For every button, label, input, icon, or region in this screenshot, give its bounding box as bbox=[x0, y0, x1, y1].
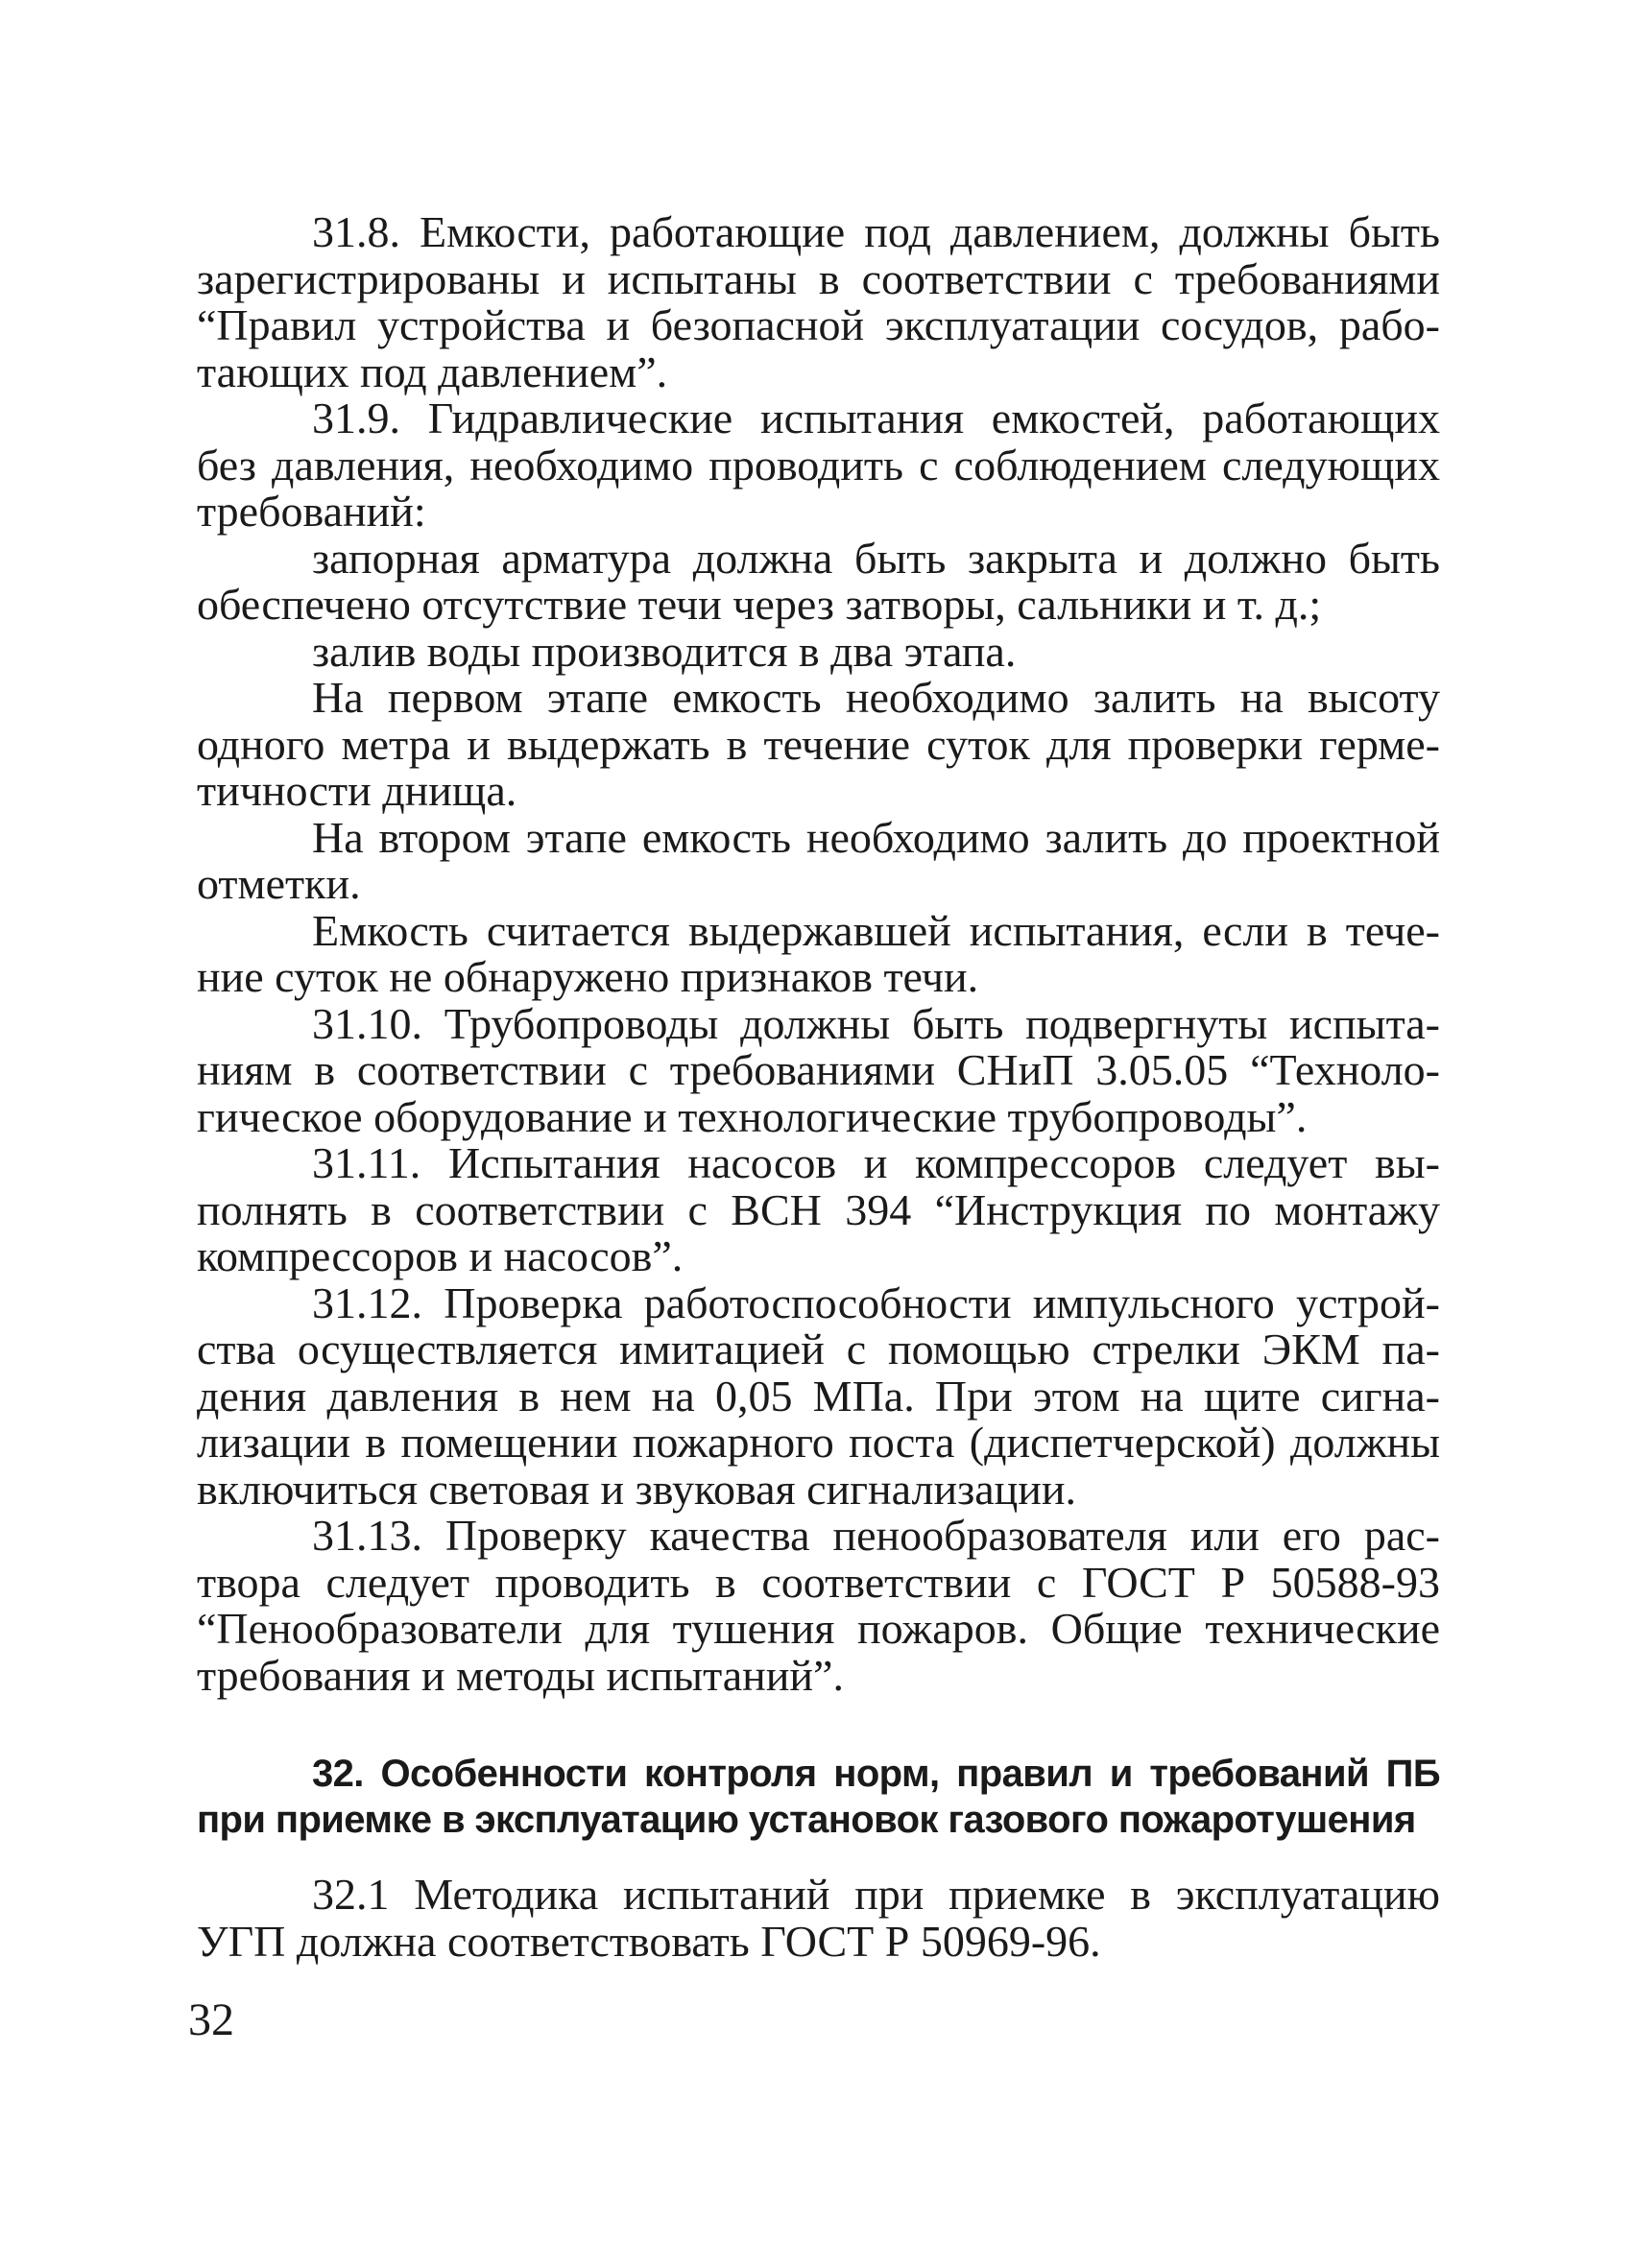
paragraph-water-filling: залив воды производится в два этапа. bbox=[312, 626, 1017, 676]
document-page bbox=[197, 209, 1440, 1965]
section-heading-32: 32. Особенности контроля норм, правил и требований ПБ при приемке в эксплуатацию установок газового пожаротушения bbox=[197, 1753, 1440, 1841]
paragraph-first-stage: На первом этапе емкость необходимо залить на высоту одного метра и выдержать в течение суток для проверки герметичности днища. bbox=[197, 673, 1440, 815]
page-number: 32 bbox=[188, 1994, 234, 2045]
paragraph-31-10: 31.10. Трубопроводы должны быть подвергнуты испытаниям в соответствии с требованиями СНиП 3.05.05 “Технологическое оборудование и технологические трубопроводы”. bbox=[197, 998, 1440, 1141]
paragraph-32-1: 32.1 Методика испытаний при приемке в эксплуатацию УГП должна соответствовать ГОСТ Р 50969-96. bbox=[197, 1870, 1440, 1966]
paragraph-31-11: 31.11. Испытания насосов и компрессоров следует выполнять в соответствии с ВСН 394 “Инструкция по монтажу компрессоров и насосов”. bbox=[197, 1138, 1440, 1280]
paragraph-shutoff-valves: запорная арматура должна быть закрыта и должно быть обеспечено отсутствие течи через затворы, сальники и т. д.; bbox=[197, 533, 1440, 629]
paragraph-31-9: 31.9. Гидравлические испытания емкостей, работающих без давления, необходимо проводить с соблюдением следующих требований: bbox=[197, 394, 1440, 536]
paragraph-31-8: 31.8. Емкости, работающие под давлением, должны быть зарегистрированы и испытаны в соответствии с требованиями “Правил устройства и безопасной эксплуатации сосудов, работающих под давлением”. bbox=[197, 207, 1440, 396]
paragraph-second-stage: На втором этапе емкость необходимо залить до проектной отметки. bbox=[197, 812, 1440, 908]
paragraph-test-passed: Емкость считается выдержавшей испытания, если в течение суток не обнаружено признаков течи. bbox=[197, 905, 1440, 1001]
paragraph-31-12: 31.12. Проверка работоспособности импульсного устройства осуществляется имитацией с помощью стрелки ЭКМ падения давления в нем на 0,05 МПа. При этом на щите сигнализации в помещении пожарного поста (диспетчерской) должны включиться световая и звуковая сигнализации. bbox=[197, 1277, 1440, 1514]
paragraph-31-13: 31.13. Проверку качества пенообразователя или его раствора следует проводить в соответствии с ГОСТ Р 50588-93 “Пенообразователи для тушения пожаров. Общие технические требования и методы испытаний”. bbox=[197, 1511, 1440, 1700]
